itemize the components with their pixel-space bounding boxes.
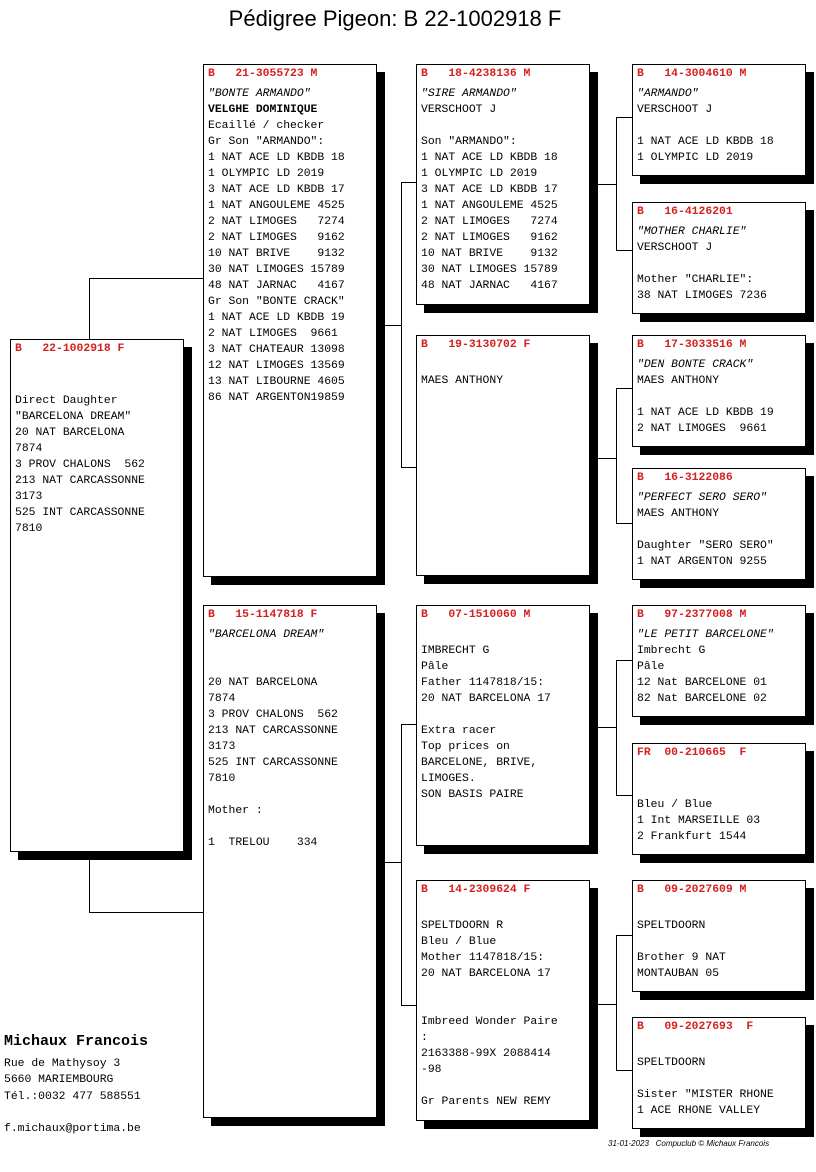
card-line: 1 OLYMPIC LD 2019 bbox=[637, 152, 754, 164]
card-line: 3 NAT ACE LD KBDB 17 bbox=[421, 184, 558, 196]
connector-line bbox=[616, 660, 632, 661]
subject-card[interactable] bbox=[10, 339, 184, 852]
ring-number: B 18-4238136 M bbox=[421, 68, 531, 80]
ring-number: FR 00-210665 F bbox=[637, 747, 747, 759]
card-line: 7810 bbox=[208, 773, 236, 785]
connector-line bbox=[616, 1070, 632, 1071]
ring-number: B 22-1002918 F bbox=[15, 343, 125, 355]
card-line: 20 NAT BARCELONA bbox=[15, 427, 125, 439]
card-line: 1 NAT ARGENTON 9255 bbox=[637, 556, 767, 568]
ring-number: B 07-1510060 M bbox=[421, 609, 531, 621]
connector-line bbox=[385, 862, 402, 863]
card-line: BARCELONE, BRIVE, bbox=[421, 757, 538, 769]
card-line: 20 NAT BARCELONA 17 bbox=[421, 968, 551, 980]
card-line: 3 PROV CHALONS 562 bbox=[208, 709, 338, 721]
card-line: -98 bbox=[421, 1064, 442, 1076]
great-grandparent-card[interactable] bbox=[632, 335, 806, 447]
card-line bbox=[421, 357, 585, 373]
connector-line bbox=[616, 660, 617, 796]
card-line: : bbox=[421, 1032, 428, 1044]
connector-line bbox=[401, 1005, 417, 1006]
card-line: 20 NAT BARCELONA 17 bbox=[421, 693, 551, 705]
card-line: 82 Nat BARCELONE 02 bbox=[637, 693, 767, 705]
page-title: Pédigree Pigeon: B 22-1002918 F bbox=[228, 6, 562, 31]
card-line: 1 NAT ACE LD KBDB 18 bbox=[421, 152, 558, 164]
maternal-grandmother-card[interactable] bbox=[416, 880, 590, 1121]
connector-line bbox=[616, 935, 632, 936]
card-line: MONTAUBAN 05 bbox=[637, 968, 720, 980]
card-line: "LE PETIT BARCELONE" bbox=[637, 629, 774, 641]
owner-street: Rue de Mathysoy 3 bbox=[4, 1057, 121, 1070]
card-line: 1 NAT ANGOULEME 4525 bbox=[421, 200, 558, 212]
great-grandparent-card[interactable] bbox=[632, 743, 806, 855]
connector-line bbox=[89, 852, 90, 912]
card-line: 1 OLYMPIC LD 2019 bbox=[421, 168, 538, 180]
card-line: 12 NAT LIMOGES 13569 bbox=[208, 360, 345, 372]
card-line: VERSCHOOT J bbox=[637, 242, 713, 254]
card-line: 525 INT CARCASSONNE bbox=[208, 757, 338, 769]
card-line: LIMOGES. bbox=[421, 773, 476, 785]
card-line: 48 NAT JARNAC 4167 bbox=[208, 280, 345, 292]
card-line: 3173 bbox=[208, 741, 236, 753]
owner-phone: Tél.:0032 477 588551 bbox=[4, 1090, 141, 1103]
ring-number: B 14-3004610 M bbox=[637, 68, 747, 80]
card-line bbox=[421, 1078, 585, 1094]
card-line bbox=[637, 902, 801, 918]
ring-number: B 09-2027609 M bbox=[637, 884, 747, 896]
card-line: 3 PROV CHALONS 562 bbox=[15, 459, 145, 471]
owner-info bbox=[4, 1034, 148, 1138]
card-line: 2 NAT LIMOGES 7274 bbox=[208, 216, 345, 228]
card-line bbox=[208, 659, 372, 675]
card-line: 213 NAT CARCASSONNE bbox=[208, 725, 338, 737]
connector-line bbox=[401, 724, 417, 725]
card-line bbox=[637, 765, 801, 781]
connector-line bbox=[401, 724, 402, 1006]
card-line: 1 NAT ACE LD KBDB 18 bbox=[637, 136, 774, 148]
card-line: Gr Son "BONTE CRACK" bbox=[208, 296, 345, 308]
card-line: "ARMANDO" bbox=[637, 88, 699, 100]
card-line: SPELTDOORN R bbox=[421, 920, 504, 932]
great-grandparent-card[interactable] bbox=[632, 64, 806, 176]
connector-line bbox=[401, 182, 417, 183]
owner-email[interactable]: f.michaux@portima.be bbox=[4, 1123, 141, 1135]
card-line: 30 NAT LIMOGES 15789 bbox=[421, 264, 558, 276]
connector-line bbox=[616, 250, 632, 251]
ring-number: B 14-2309624 F bbox=[421, 884, 531, 896]
card-line: 38 NAT LIMOGES 7236 bbox=[637, 290, 767, 302]
card-line bbox=[637, 256, 801, 272]
card-line: 7874 bbox=[208, 693, 236, 705]
connector-line bbox=[401, 467, 417, 468]
card-line bbox=[637, 118, 801, 134]
card-line bbox=[421, 707, 585, 723]
maternal-grandfather-card[interactable] bbox=[416, 605, 590, 846]
great-grandparent-card[interactable] bbox=[632, 468, 806, 580]
connector-line bbox=[616, 935, 617, 1071]
ring-number: B 16-4126201 bbox=[637, 206, 733, 218]
ring-number: B 15-1147818 F bbox=[208, 609, 318, 621]
connector-line bbox=[616, 388, 632, 389]
card-line: Pâle bbox=[421, 661, 449, 673]
mother-card[interactable] bbox=[203, 605, 377, 1118]
great-grandparent-card[interactable] bbox=[632, 1017, 806, 1129]
card-line: "BARCELONA DREAM" bbox=[208, 629, 325, 641]
card-line: Mother "CHARLIE": bbox=[637, 274, 754, 286]
card-line: Father 1147818/15: bbox=[421, 677, 545, 689]
card-line: Bleu / Blue bbox=[637, 799, 713, 811]
card-line: Sister "MISTER RHONE bbox=[637, 1089, 774, 1101]
card-line: 1 Int MARSEILLE 03 bbox=[637, 815, 761, 827]
card-line: 1 NAT ANGOULEME 4525 bbox=[208, 200, 345, 212]
card-line: 3 NAT CHATEAUR 13098 bbox=[208, 344, 345, 356]
card-line: 2 NAT LIMOGES 9162 bbox=[208, 232, 345, 244]
card-line: 213 NAT CARCASSONNE bbox=[15, 475, 145, 487]
card-line: VELGHE DOMINIQUE bbox=[208, 104, 318, 116]
card-line: 12 Nat BARCELONE 01 bbox=[637, 677, 767, 689]
card-line: 20 NAT BARCELONA bbox=[208, 677, 318, 689]
owner-name: Michaux Francois bbox=[4, 1033, 149, 1050]
ring-number: B 19-3130702 F bbox=[421, 339, 531, 351]
card-line bbox=[208, 787, 372, 803]
card-line bbox=[637, 1039, 801, 1055]
card-line: 1 NAT ACE LD KBDB 18 bbox=[208, 152, 345, 164]
card-line bbox=[15, 377, 179, 393]
card-line bbox=[208, 643, 372, 659]
card-line: Pâle bbox=[637, 661, 665, 673]
card-line bbox=[637, 1071, 801, 1087]
card-line bbox=[421, 627, 585, 643]
paternal-grandmother-card[interactable] bbox=[416, 335, 590, 576]
card-line bbox=[421, 998, 585, 1014]
card-line: Brother 9 NAT bbox=[637, 952, 726, 964]
card-line bbox=[637, 934, 801, 950]
card-line: 7810 bbox=[15, 523, 43, 535]
card-line bbox=[637, 389, 801, 405]
card-line: Ecaillé / checker bbox=[208, 120, 325, 132]
ring-number: B 21-3055723 M bbox=[208, 68, 318, 80]
card-line: 1 TRELOU 334 bbox=[208, 837, 318, 849]
card-line: 2163388-99X 2088414 bbox=[421, 1048, 551, 1060]
card-line: 3 NAT ACE LD KBDB 17 bbox=[208, 184, 345, 196]
card-line: 10 NAT BRIVE 9132 bbox=[421, 248, 558, 260]
card-line: Gr Son "ARMANDO": bbox=[208, 136, 325, 148]
card-line: 2 NAT LIMOGES 9661 bbox=[637, 423, 767, 435]
card-line: 48 NAT JARNAC 4167 bbox=[421, 280, 558, 292]
ring-number: B 09-2027693 F bbox=[637, 1021, 754, 1033]
card-line: "PERFECT SERO SERO" bbox=[637, 492, 767, 504]
card-line bbox=[421, 982, 585, 998]
paternal-grandfather-card[interactable] bbox=[416, 64, 590, 305]
great-grandparent-card[interactable] bbox=[632, 605, 806, 717]
card-line: "BARCELONA DREAM" bbox=[15, 411, 132, 423]
connector-line bbox=[89, 278, 204, 279]
card-line: 13 NAT LIBOURNE 4605 bbox=[208, 376, 345, 388]
card-line: 2 NAT LIMOGES 9661 bbox=[208, 328, 338, 340]
card-line: Mother : bbox=[208, 805, 263, 817]
connector-line bbox=[89, 912, 204, 913]
connector-line bbox=[598, 727, 616, 728]
card-line: "SIRE ARMANDO" bbox=[421, 88, 517, 100]
card-line: 86 NAT ARGENTON19859 bbox=[208, 392, 345, 404]
card-line: 30 NAT LIMOGES 15789 bbox=[208, 264, 345, 276]
card-line: 3173 bbox=[15, 491, 43, 503]
connector-line bbox=[401, 182, 402, 468]
card-line: Daughter "SERO SERO" bbox=[637, 540, 774, 552]
great-grandparent-card[interactable] bbox=[632, 202, 806, 314]
card-line: 7874 bbox=[15, 443, 43, 455]
connector-line bbox=[616, 388, 617, 524]
father-card[interactable] bbox=[203, 64, 377, 577]
card-line: SPELTDOORN bbox=[637, 920, 706, 932]
connector-line bbox=[598, 184, 616, 185]
card-line: VERSCHOOT J bbox=[637, 104, 713, 116]
connector-line bbox=[385, 325, 402, 326]
footer-credit: 31-01-2023 Compuclub © Michaux Francois bbox=[608, 1139, 770, 1148]
card-line: Imbreed Wonder Paire bbox=[421, 1016, 558, 1028]
card-line: 2 NAT LIMOGES 7274 bbox=[421, 216, 558, 228]
connector-line bbox=[598, 1004, 616, 1005]
card-line: Direct Daughter bbox=[15, 395, 118, 407]
card-line: "DEN BONTE CRACK" bbox=[637, 359, 754, 371]
card-line: "BONTE ARMANDO" bbox=[208, 88, 311, 100]
card-line: SON BASIS PAIRE bbox=[421, 789, 524, 801]
card-line: Extra racer bbox=[421, 725, 497, 737]
connector-line bbox=[89, 278, 90, 340]
ring-number: B 17-3033516 M bbox=[637, 339, 747, 351]
connector-line bbox=[616, 117, 632, 118]
card-line bbox=[208, 819, 372, 835]
card-line: 2 Frankfurt 1544 bbox=[637, 831, 747, 843]
connector-line bbox=[616, 795, 632, 796]
card-line: Top prices on bbox=[421, 741, 510, 753]
card-line: Gr Parents NEW REMY bbox=[421, 1096, 551, 1108]
card-line: 1 NAT ACE LD KBDB 19 bbox=[208, 312, 345, 324]
connector-line bbox=[616, 523, 632, 524]
card-line: MAES ANTHONY bbox=[421, 375, 504, 387]
connector-line bbox=[598, 458, 616, 459]
ring-number: B 97-2377008 M bbox=[637, 609, 747, 621]
card-line: 1 NAT ACE LD KBDB 19 bbox=[637, 407, 774, 419]
card-line: Son "ARMANDO": bbox=[421, 136, 517, 148]
card-line: 1 OLYMPIC LD 2019 bbox=[208, 168, 325, 180]
card-line: 1 ACE RHONE VALLEY bbox=[637, 1105, 761, 1117]
card-line: 525 INT CARCASSONNE bbox=[15, 507, 145, 519]
card-line bbox=[15, 361, 179, 377]
card-line: 2 NAT LIMOGES 9162 bbox=[421, 232, 558, 244]
card-line: SPELTDOORN bbox=[637, 1057, 706, 1069]
ring-number: B 16-3122086 bbox=[637, 472, 733, 484]
card-line: 10 NAT BRIVE 9132 bbox=[208, 248, 345, 260]
card-line bbox=[421, 902, 585, 918]
card-line: MAES ANTHONY bbox=[637, 375, 720, 387]
card-line: Mother 1147818/15: bbox=[421, 952, 545, 964]
owner-city: 5660 MARIEMBOURG bbox=[4, 1074, 114, 1086]
card-line bbox=[421, 118, 585, 134]
card-line: "MOTHER CHARLIE" bbox=[637, 226, 747, 238]
card-line: Imbrecht G bbox=[637, 645, 706, 657]
card-line: MAES ANTHONY bbox=[637, 508, 720, 520]
card-line bbox=[637, 781, 801, 797]
great-grandparent-card[interactable] bbox=[632, 880, 806, 992]
card-line: IMBRECHT G bbox=[421, 645, 490, 657]
card-line: Bleu / Blue bbox=[421, 936, 497, 948]
card-line: VERSCHOOT J bbox=[421, 104, 497, 116]
connector-line bbox=[616, 117, 617, 251]
card-line bbox=[637, 522, 801, 538]
